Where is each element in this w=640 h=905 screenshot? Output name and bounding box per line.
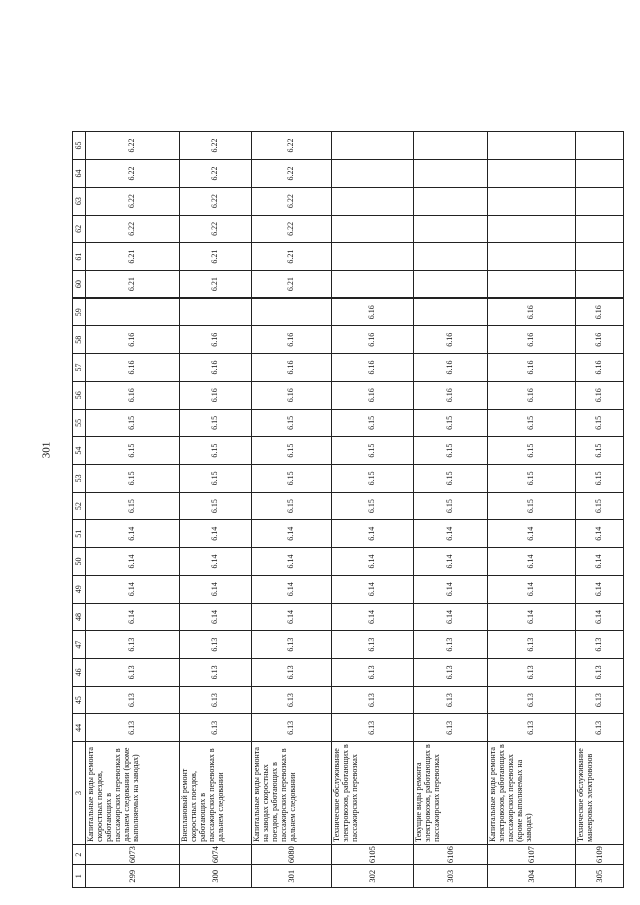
rate-cell: 6.16 bbox=[576, 354, 624, 382]
row-code: 6106 bbox=[414, 844, 488, 865]
page-number: 301 bbox=[40, 441, 53, 459]
rate-cell: 6.15 bbox=[86, 464, 180, 492]
column-header: 1 bbox=[73, 865, 86, 888]
rate-cell: 6.15 bbox=[252, 437, 332, 465]
column-header: 55 bbox=[73, 409, 86, 437]
rate-cell: 6.16 bbox=[86, 354, 180, 382]
rate-cell bbox=[488, 215, 576, 243]
rate-cell bbox=[576, 160, 624, 188]
rate-cell: 6.16 bbox=[332, 326, 414, 354]
rate-cell: 6.16 bbox=[488, 298, 576, 326]
rate-cell bbox=[414, 243, 488, 271]
rates-table bbox=[72, 131, 624, 888]
rate-cell: 6.14 bbox=[414, 548, 488, 576]
rate-cell: 6.15 bbox=[488, 464, 576, 492]
row-code: 6080 bbox=[252, 844, 332, 865]
header-row bbox=[73, 132, 86, 888]
row-code: 6073 bbox=[86, 844, 180, 865]
row-description: Капитальные виды ремонта на заводах скоростных поездов, работающих в пассажирских перевозках в дальнем следовании bbox=[252, 742, 332, 845]
rate-cell: 6.14 bbox=[86, 548, 180, 576]
rate-cell: 6.13 bbox=[488, 631, 576, 659]
column-header: 48 bbox=[73, 603, 86, 631]
table-body bbox=[86, 132, 624, 888]
rate-cell: 6.13 bbox=[86, 686, 180, 714]
rate-cell: 6.14 bbox=[252, 548, 332, 576]
column-header: 58 bbox=[73, 326, 86, 354]
row-number: 305 bbox=[576, 865, 624, 888]
rate-cell bbox=[414, 215, 488, 243]
column-header: 63 bbox=[73, 187, 86, 215]
rate-cell: 6.13 bbox=[180, 714, 252, 742]
rate-cell bbox=[576, 187, 624, 215]
row-description: Текущие виды ремонта электровозов, работающих в пассажирских перевозках bbox=[414, 742, 488, 845]
rate-cell: 6.14 bbox=[180, 603, 252, 631]
rate-cell: 6.21 bbox=[86, 243, 180, 271]
rate-cell: 6.13 bbox=[180, 631, 252, 659]
rate-cell: 6.16 bbox=[488, 354, 576, 382]
rate-cell: 6.13 bbox=[332, 714, 414, 742]
rate-cell: 6.22 bbox=[180, 215, 252, 243]
rate-cell bbox=[86, 298, 180, 326]
rate-cell: 6.16 bbox=[86, 381, 180, 409]
rate-cell: 6.13 bbox=[252, 631, 332, 659]
column-header: 65 bbox=[73, 132, 86, 160]
rate-cell: 6.13 bbox=[252, 714, 332, 742]
rate-cell: 6.13 bbox=[86, 714, 180, 742]
column-header: 47 bbox=[73, 631, 86, 659]
rate-cell: 6.13 bbox=[332, 659, 414, 687]
row-number: 300 bbox=[180, 865, 252, 888]
table-row bbox=[86, 132, 180, 888]
rate-cell: 6.13 bbox=[332, 631, 414, 659]
rate-cell: 6.15 bbox=[252, 409, 332, 437]
rate-cell: 6.14 bbox=[414, 575, 488, 603]
table-row bbox=[332, 132, 414, 888]
table-row bbox=[414, 132, 488, 888]
row-description: Капитальные виды ремонта скоростных поездов, работающих в пассажирских перевозках в дальнем следовании (кроме выполняемых на заводах) bbox=[86, 742, 180, 845]
rate-cell bbox=[332, 132, 414, 160]
rate-cell: 6.13 bbox=[488, 686, 576, 714]
rate-cell: 6.14 bbox=[576, 548, 624, 576]
rate-cell bbox=[332, 160, 414, 188]
rate-cell: 6.14 bbox=[86, 575, 180, 603]
rate-cell: 6.13 bbox=[576, 714, 624, 742]
rate-cell bbox=[414, 132, 488, 160]
rate-cell: 6.14 bbox=[252, 603, 332, 631]
rate-cell: 6.22 bbox=[86, 160, 180, 188]
rate-cell: 6.13 bbox=[180, 659, 252, 687]
row-number: 299 bbox=[86, 865, 180, 888]
rate-cell: 6.16 bbox=[180, 326, 252, 354]
column-header: 57 bbox=[73, 354, 86, 382]
rate-cell: 6.15 bbox=[86, 492, 180, 520]
rate-cell: 6.14 bbox=[414, 603, 488, 631]
rate-cell: 6.16 bbox=[252, 381, 332, 409]
rate-cell: 6.13 bbox=[414, 631, 488, 659]
row-number: 301 bbox=[252, 865, 332, 888]
rate-cell: 6.15 bbox=[414, 464, 488, 492]
rate-cell: 6.14 bbox=[180, 575, 252, 603]
rate-cell: 6.14 bbox=[86, 520, 180, 548]
rate-cell: 6.16 bbox=[488, 381, 576, 409]
rate-cell: 6.15 bbox=[180, 409, 252, 437]
rate-cell: 6.16 bbox=[414, 326, 488, 354]
rate-cell: 6.16 bbox=[332, 298, 414, 326]
rate-cell bbox=[252, 298, 332, 326]
column-header: 2 bbox=[73, 844, 86, 865]
rate-cell: 6.13 bbox=[576, 686, 624, 714]
rate-cell: 6.21 bbox=[252, 270, 332, 298]
column-header: 50 bbox=[73, 548, 86, 576]
rate-cell: 6.13 bbox=[86, 631, 180, 659]
rate-cell: 6.14 bbox=[488, 520, 576, 548]
rate-cell bbox=[414, 270, 488, 298]
rate-cell: 6.15 bbox=[576, 409, 624, 437]
rate-cell: 6.14 bbox=[86, 603, 180, 631]
rate-cell: 6.16 bbox=[414, 354, 488, 382]
rate-cell: 6.14 bbox=[180, 520, 252, 548]
rate-cell: 6.14 bbox=[488, 575, 576, 603]
rate-cell: 6.13 bbox=[86, 659, 180, 687]
rate-cell: 6.22 bbox=[86, 215, 180, 243]
rate-cell: 6.22 bbox=[180, 187, 252, 215]
rate-cell bbox=[488, 160, 576, 188]
rate-cell: 6.22 bbox=[86, 187, 180, 215]
rate-cell: 6.14 bbox=[576, 520, 624, 548]
column-header: 59 bbox=[73, 298, 86, 326]
rate-cell: 6.14 bbox=[488, 603, 576, 631]
rate-cell: 6.14 bbox=[332, 548, 414, 576]
rate-cell: 6.15 bbox=[252, 464, 332, 492]
rate-cell: 6.15 bbox=[180, 492, 252, 520]
rate-cell bbox=[488, 132, 576, 160]
column-header: 61 bbox=[73, 243, 86, 271]
rate-cell: 6.22 bbox=[86, 132, 180, 160]
column-header: 51 bbox=[73, 520, 86, 548]
rate-cell: 6.14 bbox=[252, 520, 332, 548]
rate-cell bbox=[576, 270, 624, 298]
column-header: 54 bbox=[73, 437, 86, 465]
rate-cell: 6.14 bbox=[414, 520, 488, 548]
row-code: 6109 bbox=[576, 844, 624, 865]
column-header: 3 bbox=[73, 742, 86, 845]
row-code: 6107 bbox=[488, 844, 576, 865]
rate-cell: 6.22 bbox=[252, 215, 332, 243]
rate-cell: 6.15 bbox=[86, 409, 180, 437]
rate-cell: 6.14 bbox=[332, 520, 414, 548]
rate-cell: 6.16 bbox=[332, 354, 414, 382]
rate-cell: 6.16 bbox=[86, 326, 180, 354]
rate-cell: 6.22 bbox=[252, 187, 332, 215]
rate-cell bbox=[332, 215, 414, 243]
row-code: 6105 bbox=[332, 844, 414, 865]
rate-cell: 6.13 bbox=[252, 686, 332, 714]
rate-cell bbox=[488, 270, 576, 298]
column-header: 64 bbox=[73, 160, 86, 188]
rate-cell: 6.16 bbox=[414, 381, 488, 409]
rate-cell: 6.13 bbox=[180, 686, 252, 714]
rate-cell: 6.15 bbox=[86, 437, 180, 465]
column-header: 46 bbox=[73, 659, 86, 687]
rate-cell: 6.15 bbox=[414, 492, 488, 520]
rate-cell: 6.15 bbox=[332, 492, 414, 520]
rate-cell: 6.13 bbox=[414, 659, 488, 687]
column-header: 56 bbox=[73, 381, 86, 409]
rate-cell: 6.14 bbox=[252, 575, 332, 603]
rate-cell: 6.16 bbox=[576, 381, 624, 409]
rate-cell: 6.21 bbox=[86, 270, 180, 298]
table-row bbox=[488, 132, 576, 888]
row-number: 302 bbox=[332, 865, 414, 888]
column-header: 49 bbox=[73, 575, 86, 603]
rate-cell: 6.15 bbox=[576, 437, 624, 465]
rate-cell: 6.16 bbox=[576, 326, 624, 354]
rate-cell: 6.13 bbox=[252, 659, 332, 687]
rate-cell bbox=[488, 187, 576, 215]
rate-cell: 6.22 bbox=[252, 160, 332, 188]
rate-cell: 6.22 bbox=[180, 132, 252, 160]
rate-cell: 6.13 bbox=[488, 659, 576, 687]
row-description: Техническое обслуживание электровозов, работающих в пассажирских перевозках bbox=[332, 742, 414, 845]
rate-cell: 6.15 bbox=[180, 464, 252, 492]
rate-cell: 6.16 bbox=[252, 354, 332, 382]
rate-cell bbox=[332, 270, 414, 298]
rate-cell: 6.15 bbox=[414, 409, 488, 437]
rate-cell: 6.16 bbox=[180, 354, 252, 382]
rate-cell: 6.16 bbox=[488, 326, 576, 354]
column-header: 52 bbox=[73, 492, 86, 520]
rate-cell bbox=[414, 160, 488, 188]
rate-cell: 6.15 bbox=[488, 409, 576, 437]
rate-cell: 6.13 bbox=[414, 714, 488, 742]
rate-cell: 6.13 bbox=[576, 659, 624, 687]
row-code: 6074 bbox=[180, 844, 252, 865]
rate-cell: 6.14 bbox=[332, 603, 414, 631]
rate-cell bbox=[332, 243, 414, 271]
table-row bbox=[252, 132, 332, 888]
rate-cell: 6.15 bbox=[252, 492, 332, 520]
rate-cell: 6.14 bbox=[576, 575, 624, 603]
rate-cell bbox=[180, 298, 252, 326]
rate-cell: 6.14 bbox=[180, 548, 252, 576]
rate-cell: 6.13 bbox=[576, 631, 624, 659]
rate-cell: 6.15 bbox=[414, 437, 488, 465]
rate-cell: 6.15 bbox=[576, 492, 624, 520]
rate-cell: 6.15 bbox=[180, 437, 252, 465]
row-description: Капитальные виды ремонта электровозов, работающих в пассажирских перевозках (кроме выполняемых на заводах) bbox=[488, 742, 576, 845]
rate-cell bbox=[414, 298, 488, 326]
rate-cell bbox=[576, 243, 624, 271]
row-number: 304 bbox=[488, 865, 576, 888]
rate-cell: 6.21 bbox=[180, 243, 252, 271]
column-header: 44 bbox=[73, 714, 86, 742]
row-description: Техническое обслуживание маневровых электровозов bbox=[576, 742, 624, 845]
table-row bbox=[180, 132, 252, 888]
rate-cell: 6.14 bbox=[488, 548, 576, 576]
column-header: 45 bbox=[73, 686, 86, 714]
rate-cell: 6.16 bbox=[252, 326, 332, 354]
rate-cell bbox=[488, 243, 576, 271]
rate-cell: 6.22 bbox=[180, 160, 252, 188]
rate-cell: 6.15 bbox=[576, 464, 624, 492]
rate-cell: 6.16 bbox=[576, 298, 624, 326]
rate-cell: 6.16 bbox=[332, 381, 414, 409]
rate-cell: 6.15 bbox=[332, 409, 414, 437]
rate-cell bbox=[414, 187, 488, 215]
rate-cell: 6.15 bbox=[332, 464, 414, 492]
column-header: 60 bbox=[73, 270, 86, 298]
rate-cell: 6.14 bbox=[332, 575, 414, 603]
rate-cell bbox=[576, 132, 624, 160]
rate-cell: 6.15 bbox=[488, 437, 576, 465]
row-number: 303 bbox=[414, 865, 488, 888]
rate-cell bbox=[332, 187, 414, 215]
rate-cell: 6.21 bbox=[180, 270, 252, 298]
column-header: 53 bbox=[73, 464, 86, 492]
rate-cell: 6.22 bbox=[252, 132, 332, 160]
rate-cell: 6.15 bbox=[332, 437, 414, 465]
rate-cell bbox=[576, 215, 624, 243]
rate-cell: 6.13 bbox=[414, 686, 488, 714]
rate-cell: 6.13 bbox=[488, 714, 576, 742]
rate-cell: 6.16 bbox=[180, 381, 252, 409]
rate-cell: 6.15 bbox=[488, 492, 576, 520]
table-viewport bbox=[72, 131, 604, 888]
rate-cell: 6.14 bbox=[576, 603, 624, 631]
row-description: Внеплановый ремонт скоростных поездов, работающих в пассажирских перевозках в дальнем следовании bbox=[180, 742, 252, 845]
table-row bbox=[576, 132, 624, 888]
column-header: 62 bbox=[73, 215, 86, 243]
rate-cell: 6.13 bbox=[332, 686, 414, 714]
rate-cell: 6.21 bbox=[252, 243, 332, 271]
